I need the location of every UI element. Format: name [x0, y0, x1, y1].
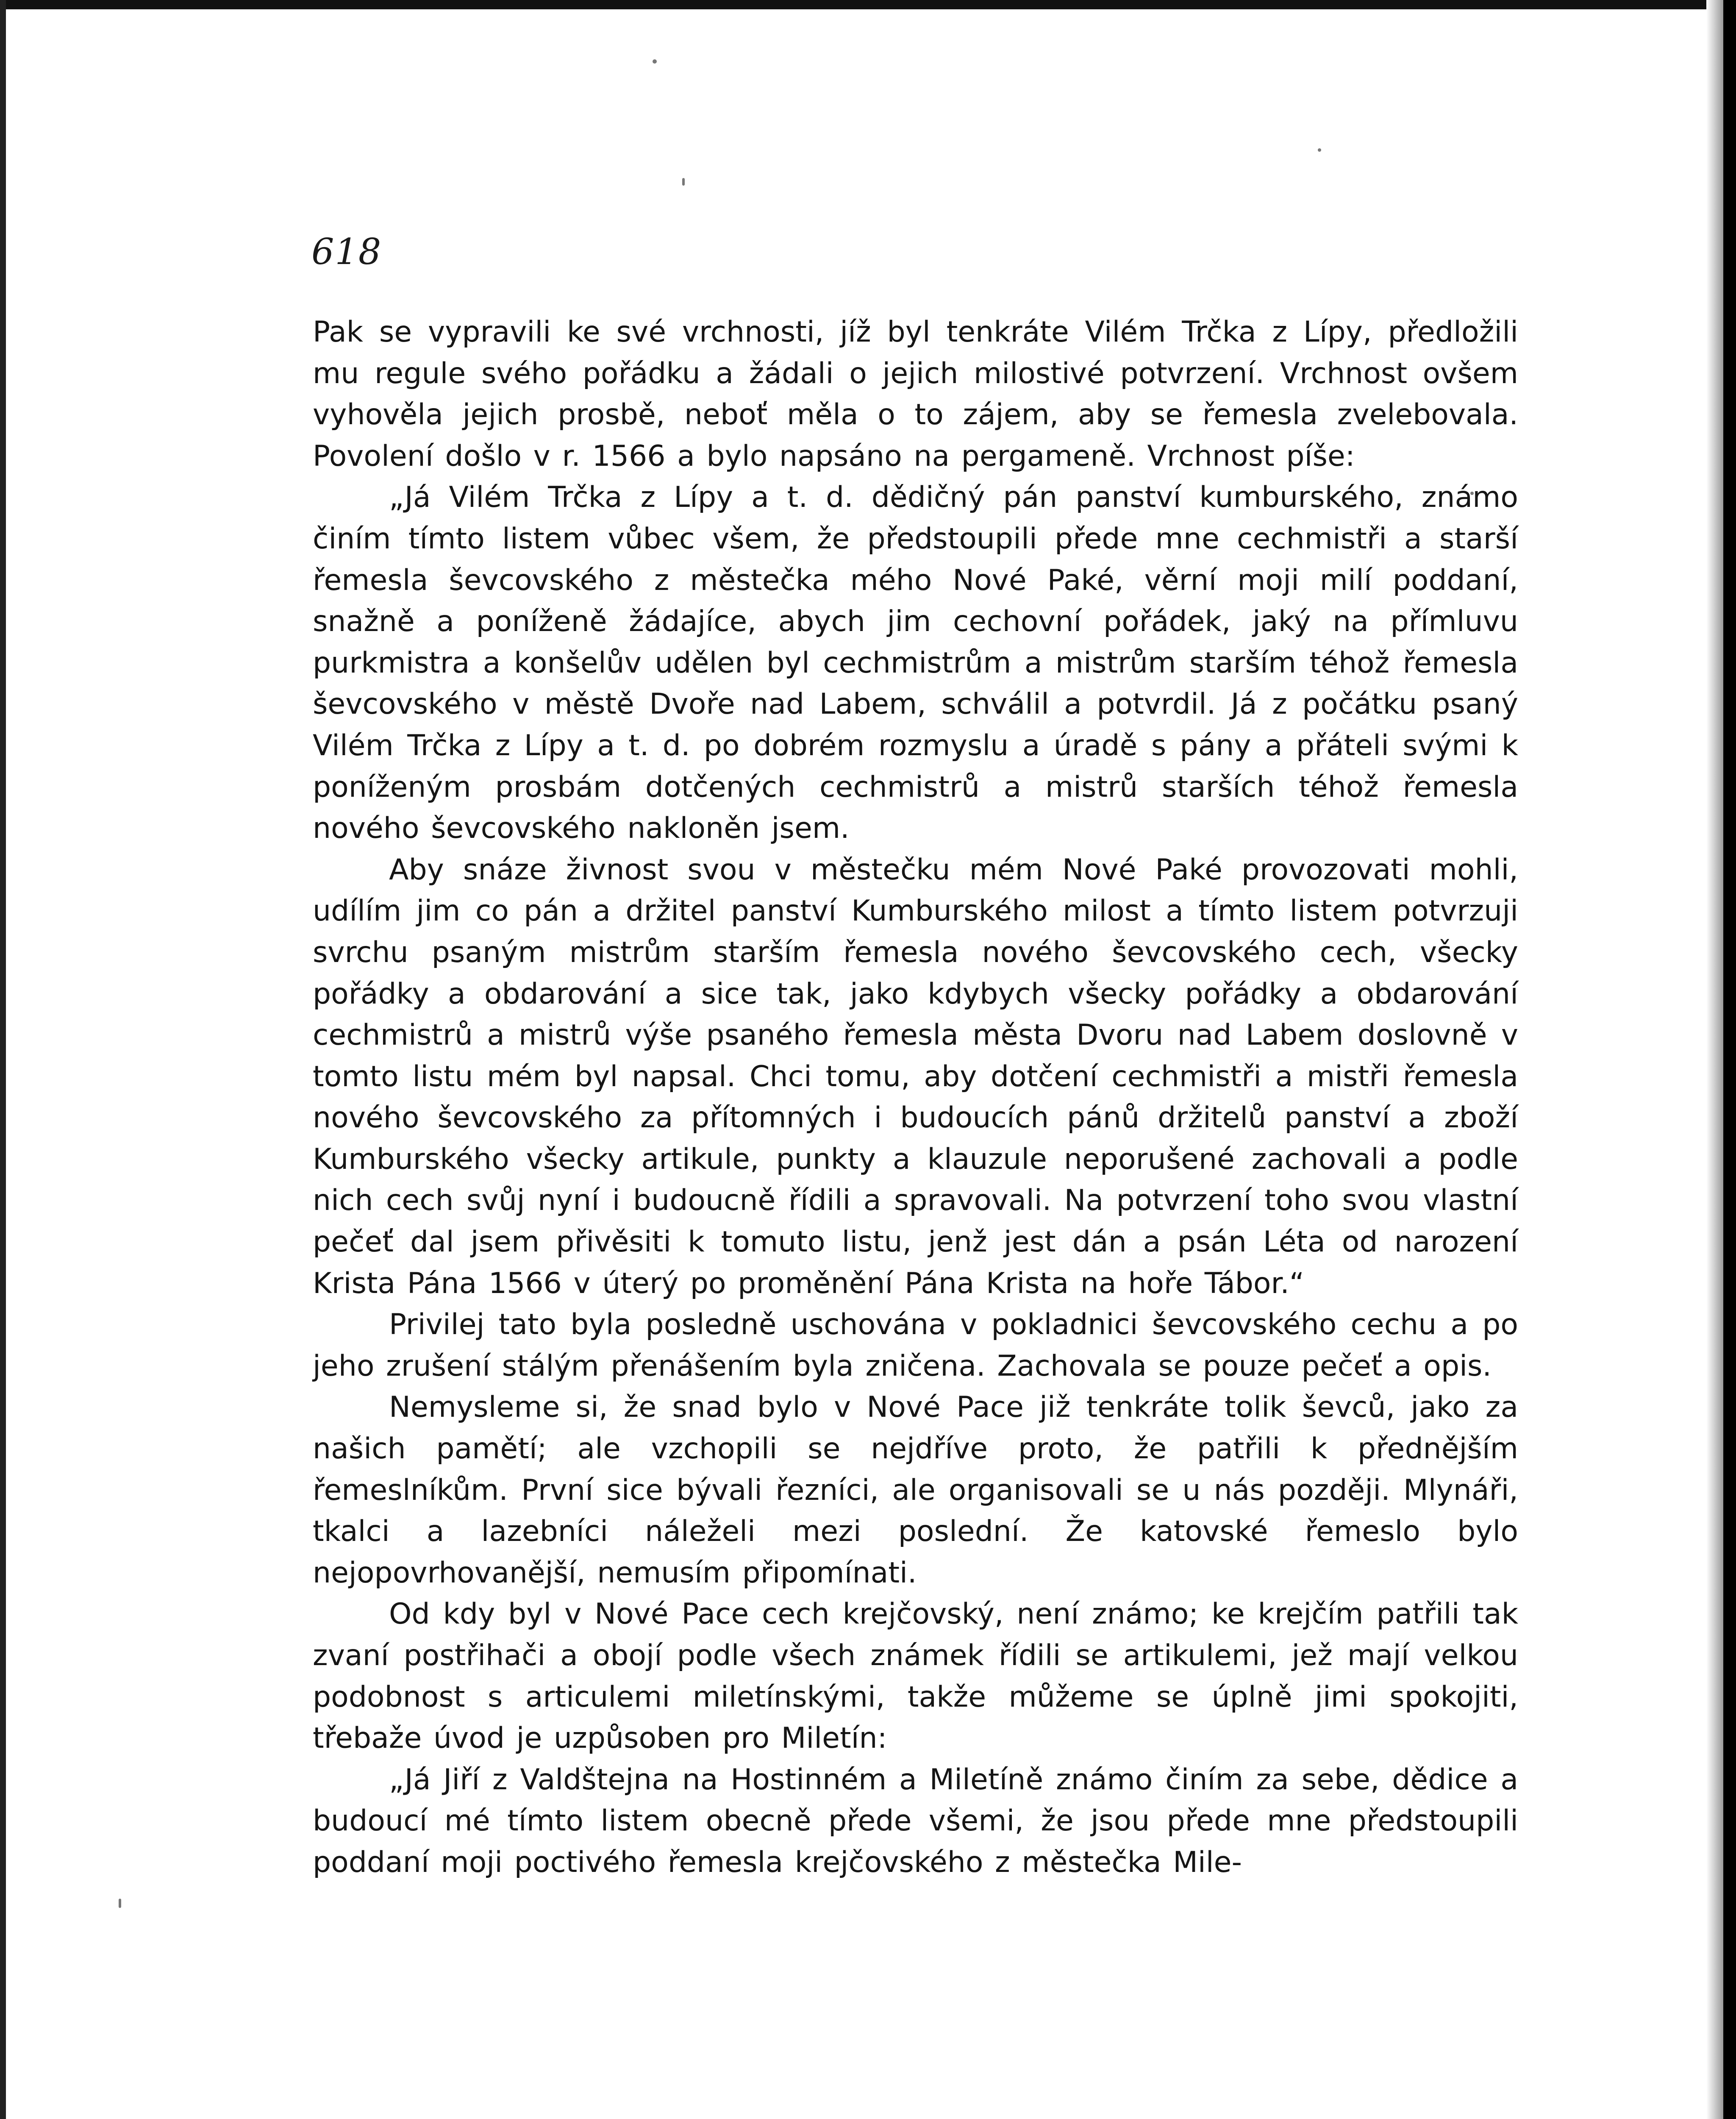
- body-text: [313, 311, 1518, 1883]
- scan-speck: [653, 59, 657, 64]
- scan-edge-right-shadow: [1706, 0, 1723, 2119]
- scan-edge-top: [0, 0, 1736, 9]
- paragraph: Nemysleme si, že snad bylo v Nové Pace již tenkráte tolik ševců, jako za našich pamětí; ale vzchopili se nejdříve proto, že patřili k přednějším řemeslníkům. První sice bývali řezníci, ale organisovali se u nás později. Mlynáři, tkalci a lazebníci náleželi mezi poslední. Že katovské řemeslo bylo nejopovrhovanější, nemusím připomínati.: [313, 1390, 1518, 1590]
- paragraph: Aby snáze živnost svou v městečku mém Nové Paké provozovati mohli, udílím jim co pán a držitel panství Kumburského milost a tímto listem potvrzuji svrchu psaným mistrům starším řemesla nového ševcovského cech, všecky pořádky a obdarování a sice tak, jako kdybych všecky pořádky a obdarování cechmistrů a mistrů výše psaného řemesla města Dvoru nad Labem doslovně v tomto listu mém byl napsal. Chci tomu, aby dotčení cechmistři a mistři řemesla nového ševcovského za přítomných i budoucích pánů držitelů panství a zboží Kumburského všecky artikule, punkty a klauzule neporušené zachovali a podle nich cech svůj nyní i budoucně řídili a spravovali. Na potvrzení toho svou vlastní pečeť dal jsem přivěsiti k tomuto listu, jenž jest dán a psán Léta od narození Krista Pána 1566 v úterý po proměnění Pána Krista na hoře Tábor.“: [313, 853, 1518, 1300]
- scan-speck: [119, 1899, 121, 1908]
- scan-speck: [682, 178, 685, 186]
- scan-speck: [1318, 148, 1321, 152]
- page-number: 618: [311, 231, 382, 273]
- paragraph: „Já Jiří z Valdštejna na Hostinném a Miletíně známo činím za sebe, dědice a budoucí mé tímto listem obecně přede všemi, že jsou přede mne předstoupili poddaní moji poctivého řemesla krejčovského z městečka Mile-: [313, 1763, 1518, 1879]
- paragraph: Privilej tato byla posledně uschována v pokladnici ševcovského cechu a po jeho zrušení stálým přenášením byla zničena. Zachovala se pouze pečeť a opis.: [313, 1308, 1518, 1383]
- paragraph: Od kdy byl v Nové Pace cech krejčovský, není známo; ke krejčím patřili tak zvaní postřihači a obojí podle všech známek řídili se artikulemi, jež mají velkou podobnost s articulemi miletínskými, takže můžeme se úplně jimi spokojiti, třebaže úvod je uzpůsoben pro Miletín:: [313, 1597, 1518, 1755]
- scan-edge-left: [0, 0, 6, 2119]
- scan-edge-right: [1723, 0, 1736, 2119]
- paragraph: Pak se vypravili ke své vrchnosti, jíž byl tenkráte Vilém Trčka z Lípy, předložili mu regule svého pořádku a žádali o jejich milostivé potvrzení. Vrchnost ovšem vyhověla jejich prosbě, neboť měla o to zájem, aby se řemesla zvelebovala. Povolení došlo v r. 1566 a bylo napsáno na pergameně. Vrchnost píše:: [313, 315, 1518, 473]
- paragraph: „Já Vilém Trčka z Lípy a t. d. dědičný pán panství kumburského, známo činím tímto listem vůbec všem, že předstoupili přede mne cechmistři a starší řemesla ševcovského z městečka mého Nové Paké, věrní moji milí poddaní, snažně a poníženě žádajíce, abych jim cechovní pořádek, jaký na přímluvu purkmistra a konšelův udělen byl cechmistrům a mistrům starším téhož řemesla ševcovského v městě Dvoře nad Labem, schválil a potvrdil. Já z počátku psaný Vilém Trčka z Lípy a t. d. po dobrém rozmyslu a úradě s pány a přáteli svými k poníženým prosbám dotčených cechmistrů a mistrů starších téhož řemesla nového ševcovského nakloněn jsem.: [313, 481, 1518, 845]
